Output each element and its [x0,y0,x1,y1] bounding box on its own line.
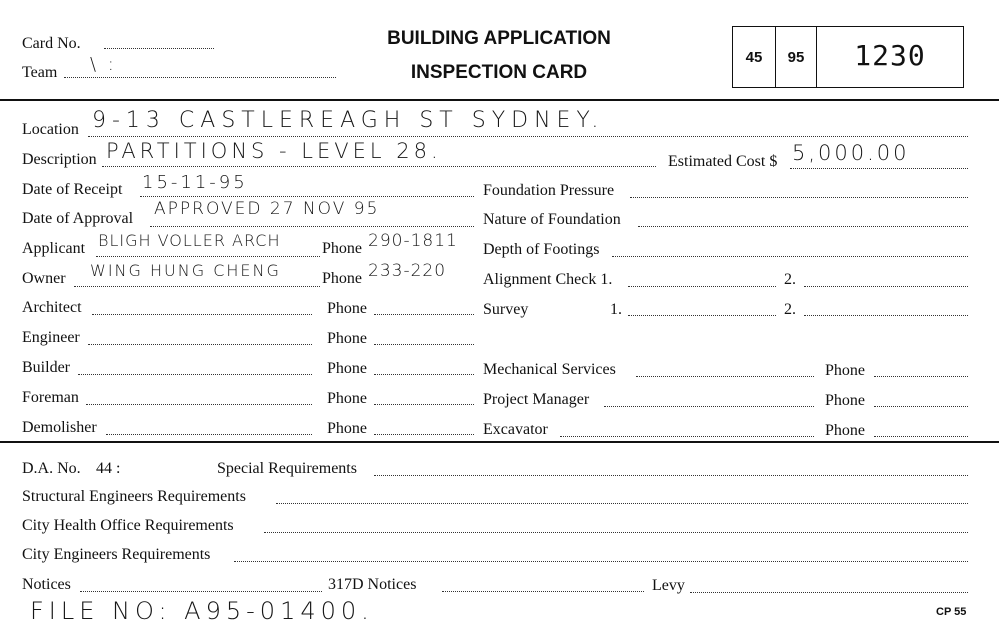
special-requirements-label: Special Requirements [217,460,357,477]
project-manager-label: Project Manager [483,391,590,408]
details-divider [0,441,999,443]
excavator-field[interactable] [560,436,814,437]
header-divider [0,99,999,101]
engineer-label: Engineer [22,329,80,346]
mechanical-services-phone-field[interactable] [874,376,968,377]
demolisher-field[interactable] [106,434,312,435]
notices-field[interactable] [80,591,322,592]
levy-field[interactable] [690,592,968,593]
city-engineers-label: City Engineers Requirements [22,546,211,563]
owner-value: WING HUNG CHENG [90,261,281,280]
applicant-phone-label: Phone [322,240,362,257]
architect-phone-label: Phone [327,300,367,317]
builder-field[interactable] [78,374,312,375]
excavator-phone-label: Phone [825,422,865,439]
applicant-field[interactable] [96,256,320,257]
date-of-approval-value: APPROVED 27 NOV 95 [154,199,380,219]
foundation-pressure-label: Foundation Pressure [483,182,615,199]
location-field[interactable] [88,136,968,137]
architect-field[interactable] [92,314,312,315]
alignment-check-1-field[interactable] [628,286,776,287]
team-field[interactable] [64,77,336,78]
notices-317d-field[interactable] [442,591,644,592]
card-box-a: 45 [745,48,763,66]
engineer-phone-label: Phone [327,330,367,347]
alignment-check-2-label: 2. [784,271,796,288]
location-value: 9-13 CASTLEREAGH ST SYDNEY. [92,108,605,133]
survey-2-field[interactable] [804,315,968,316]
builder-phone-field[interactable] [374,374,474,375]
project-manager-phone-label: Phone [825,392,865,409]
mechanical-services-field[interactable] [636,376,814,377]
engineer-field[interactable] [88,344,312,345]
owner-phone-value: 233-220 [368,261,447,281]
date-of-receipt-field[interactable] [140,196,474,197]
date-of-receipt-label: Date of Receipt [22,181,123,198]
applicant-label: Applicant [22,240,86,257]
engineer-phone-field[interactable] [374,344,474,345]
project-manager-phone-field[interactable] [874,406,968,407]
date-of-approval-label: Date of Approval [22,210,134,227]
special-requirements-field[interactable] [374,475,968,476]
project-manager-field[interactable] [604,406,814,407]
form-title-line1: BUILDING APPLICATION [387,28,611,49]
estimated-cost-field[interactable] [790,168,968,169]
applicant-value: BLIGH VOLLER ARCH [98,231,281,250]
nature-of-foundation-field[interactable] [638,226,968,227]
estimated-cost-value: 5,000.00 [792,141,910,165]
demolisher-phone-label: Phone [327,420,367,437]
depth-of-footings-field[interactable] [612,256,968,257]
mechanical-services-label: Mechanical Services [483,361,616,378]
da-no-label: D.A. No. [22,460,81,477]
team-label: Team [22,64,58,81]
file-number: FILE NO: A95-01400. [30,597,374,625]
notices-317d-label: 317D Notices [328,576,417,593]
survey-1-field[interactable] [628,315,776,316]
alignment-check-label: Alignment Check 1. [483,271,613,288]
foreman-phone-label: Phone [327,390,367,407]
estimated-cost-label: Estimated Cost $ [668,153,778,170]
nature-of-foundation-label: Nature of Foundation [483,211,621,228]
city-health-field[interactable] [264,532,968,533]
depth-of-footings-label: Depth of Footings [483,241,600,258]
card-box-b: 95 [787,48,805,66]
owner-phone-label: Phone [322,270,362,287]
builder-phone-label: Phone [327,360,367,377]
levy-label: Levy [652,577,685,594]
description-label: Description [22,151,97,168]
location-label: Location [22,121,79,138]
city-health-label: City Health Office Requirements [22,517,234,534]
survey-1-label: 1. [610,301,622,318]
foreman-label: Foreman [22,389,79,406]
team-value: \ : [90,54,117,75]
mechanical-services-phone-label: Phone [825,362,865,379]
architect-label: Architect [22,299,82,316]
structural-engineers-label: Structural Engineers Requirements [22,488,246,505]
city-engineers-field[interactable] [234,561,968,562]
excavator-label: Excavator [483,421,548,438]
owner-label: Owner [22,270,66,287]
structural-engineers-field[interactable] [276,503,968,504]
applicant-phone-value: 290-1811 [368,231,458,251]
date-of-receipt-value: 15-11-95 [142,172,248,193]
survey-label: Survey [483,301,529,318]
date-of-approval-field[interactable] [150,226,474,227]
da-no-value: 44 : [96,460,121,477]
owner-field[interactable] [74,286,320,287]
form-title-line2: INSPECTION CARD [410,62,588,83]
demolisher-label: Demolisher [22,419,97,436]
card-number: 1230 [854,38,926,72]
card-no-label: Card No. [22,35,81,52]
demolisher-phone-field[interactable] [374,434,474,435]
description-value: PARTITIONS - LEVEL 28. [106,139,442,163]
builder-label: Builder [22,359,70,376]
foreman-phone-field[interactable] [374,404,474,405]
foreman-field[interactable] [86,404,312,405]
alignment-check-2-field[interactable] [804,286,968,287]
survey-2-label: 2. [784,301,796,318]
description-field[interactable] [102,166,656,167]
architect-phone-field[interactable] [374,314,474,315]
notices-label: Notices [22,576,71,593]
card-no-field[interactable] [104,48,214,49]
form-code: CP 55 [936,606,967,618]
foundation-pressure-field[interactable] [630,197,968,198]
excavator-phone-field[interactable] [874,436,968,437]
